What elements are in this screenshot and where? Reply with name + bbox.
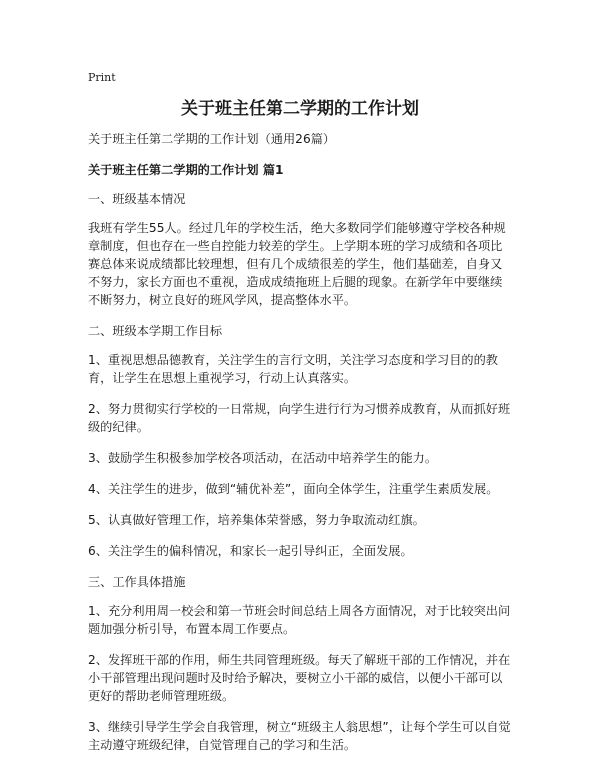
goal-item: 4、关注学生的进步，做到“辅优补差”，面向全体学生，注重学生素质发展。 [88, 482, 499, 496]
measure-item: 2、发挥班干部的作用，师生共同管理班级。每天了解班干部的工作情况，并在小干部管理出现问题时及时给予解决，要树立小干部的威信，以便小干部可以更好的帮助老师管理班级。 [88, 653, 511, 703]
goal-item: 6、关注学生的偏科情况，和家长一起引导纠正，全面发展。 [88, 544, 413, 558]
measure-item: 3、继续引导学生学会自我管理，树立“班级主人翁思想”，让每个学生可以自觉主动遵守班级纪律，自觉管理自己的学习和生活。 [88, 720, 511, 752]
goal-item: 5、认真做好管理工作，培养集体荣誉感，努力争取流动红旗。 [88, 513, 425, 527]
print-link[interactable]: Print [88, 71, 116, 84]
goal-item: 2、努力贯彻实行学校的一日常规，向学生进行行为习惯养成教育，从而抓好班级的纪律。 [88, 402, 511, 434]
paragraph-basic-info: 我班有学生55人。经过几年的学校生活，绝大多数同学们能够遵守学校各种规章制度，但也存在一些自控能力较差的学生。上学期本班的学习成绩和各项比赛总体来说成绩都比较理想，但有几个成绩很差的学生，他们基础差，自身又不努力，家长方面也不重视，造成成绩拖班上后腿的现象。在新学年中要继续不断努力，树立良好的班风学风，提高整体水平。 [88, 221, 506, 307]
section-heading-goals: 二、班级本学期工作目标 [88, 324, 223, 338]
document-body [88, 130, 512, 767]
goal-item: 1、重视思想品德教育，关注学生的言行文明，关注学习态度和学习目的的教育，让学生在思想上重视学习，行动上认真落实。 [88, 353, 498, 385]
page-title: 关于班主任第二学期的工作计划 [181, 99, 419, 119]
section-heading-basic-info: 一、班级基本情况 [88, 192, 186, 206]
goal-item: 3、鼓励学生积极参加学校各项活动，在活动中培养学生的能力。 [88, 451, 438, 465]
document-subtitle: 关于班主任第二学期的工作计划（通用26篇） [88, 132, 336, 146]
article-title: 关于班主任第二学期的工作计划 篇1 [88, 163, 284, 177]
measure-item: 1、充分利用周一校会和第一节班会时间总结上周各方面情况，对于比较突出问题加强分析引导，布置本周工作要点。 [88, 604, 511, 636]
section-heading-measures: 三、工作具体措施 [88, 575, 186, 589]
